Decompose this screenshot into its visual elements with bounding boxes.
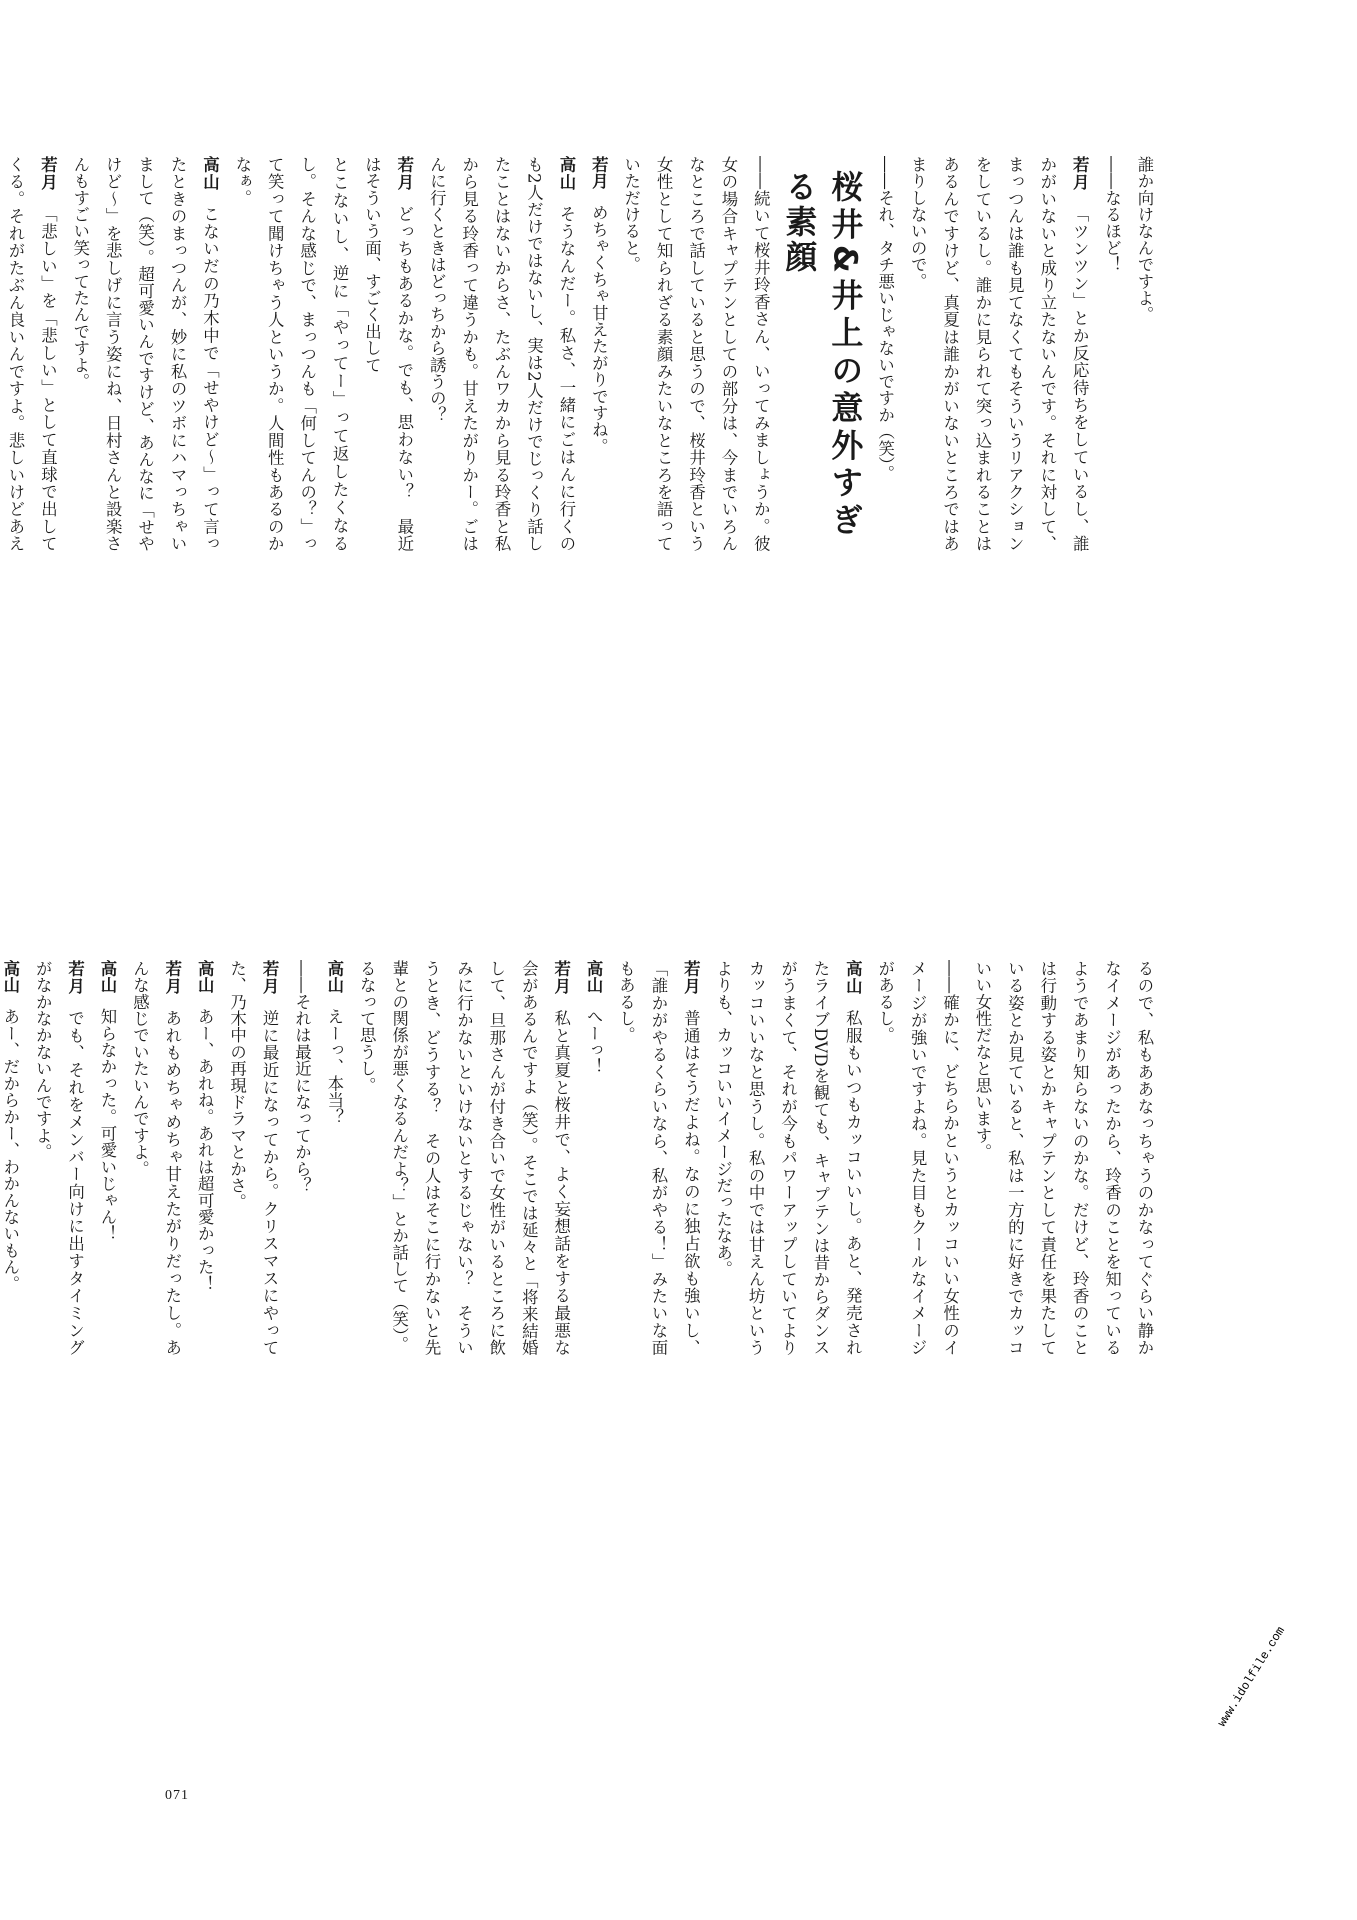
interview-paragraph (614, 156, 776, 552)
interview-paragraph (577, 960, 609, 1356)
interview-paragraph (91, 960, 123, 1356)
paragraph-text: 私と真夏と桜井で、よく妄想話をする最悪な会があるんですよ（笑）。そこでは延々と「将来結婚して、旦那さんが付き合いで女性がいるところに飲みに行かないといけないとするじゃない？ そういうとき、どうする？ その人はそこに行かないと先輩との関係が悪くなるんだよ？」とか話して（笑）。 (389, 960, 571, 1356)
section-heading: 桜井&井上の意外すぎる素顔 (780, 170, 865, 538)
interview-paragraph (1128, 156, 1160, 552)
paragraph-text: あー、だからかー、わかんないもん。 (0, 1008, 20, 1293)
paragraph-text: 「ツンツン」とか反応待ちをしているし、誰かがいないと成り立たないんです。それに対して、まっつんは誰も見てなくてもそういうリアクションをしているし。誰かに見られて突っ込まれることはあるんですけど、真夏は誰かがいないところではあまりしないので。 (908, 156, 1090, 552)
paragraph-text: るなって思うし。 (357, 960, 377, 1094)
paragraph-text: へーっ！ (584, 1008, 604, 1075)
speaker-name: 若月 (162, 960, 182, 995)
interview-paragraph (420, 156, 582, 552)
article-upper-section (6, 156, 1160, 552)
interview-paragraph (350, 960, 382, 1356)
article-lower-section (0, 960, 1160, 1356)
speaker-name: 高山 (584, 960, 604, 994)
paragraph-text: こないだの乃木中で「せやけど～」って言ったときのまっつんが、妙に私のツボにハマっちゃいまして（笑）。超可愛いんですけど、あんなに「せやけど～」を悲しげに言う姿にね、日村さんと設楽さんもすごい笑ってたんですよ。 (70, 156, 220, 552)
interview-paragraph (868, 156, 900, 552)
paragraph-text: 「悲しい」を「悲しい」として直球で出してくる。それがたぶん良いんですよ。悲しいけどあえ (6, 156, 58, 552)
paragraph-text: ――それは最近になってから？ (292, 960, 312, 1194)
paragraph-text: ――確かに、どちらかというとカッコいい女性のイメージが強いですよね。見た目もクールなイメージがあるし。 (875, 960, 960, 1356)
interview-paragraph (63, 156, 225, 552)
interview-paragraph (609, 960, 706, 1356)
interview-paragraph (285, 960, 317, 1356)
interview-paragraph (966, 960, 1160, 1356)
paragraph-text: あー、あれね。あれは超可愛かった！ (195, 1008, 215, 1293)
paragraph-text: そうなんだー。私さ、一緒にごはんに行くのも2人だけではないし、実は2人だけでじっくり話したことはないからさ、たぶんワカから見る玲香と私から見る玲香って違うかも。甘えたがりかー。ごはんに行くときはどっちから誘うの？ (427, 156, 576, 552)
paragraph-text: えーっ、本当？ (324, 1008, 344, 1126)
paragraph-text: るので、私もああなっちゃうのかなってぐらい静かなイメージがあったから、玲香のことを知っているようであまり知らないのかな。だけど、玲香のことは行動する姿とかキャプテンとして責任を果たしている姿とか見ていると、私は一方的に好きでカッコいい女性だなと思います。 (972, 960, 1154, 1356)
speaker-name: 高山 (556, 156, 576, 191)
speaker-name: 若月 (394, 156, 414, 191)
interview-paragraph (220, 960, 285, 1356)
paragraph-text: ――続いて桜井玲香さん、いってみましょうか。彼女の場合キャプテンとしての部分は、今までいろんなところで話していると思うので、桜井玲香という女性として知られざる素顔みたいなところを語っていただけると。 (621, 156, 771, 552)
interview-paragraph (1095, 156, 1127, 552)
paragraph-text: 誰か向けなんですよ。 (1135, 156, 1154, 323)
interview-paragraph (225, 156, 355, 552)
paragraph-text: でも、それをメンバー向けに出すタイミングがなかなかないんですよ。 (33, 960, 85, 1356)
speaker-name: 高山 (195, 960, 215, 994)
speaker-name: 若月 (589, 156, 609, 190)
speaker-name: 若月 (1070, 156, 1090, 191)
interview-paragraph (355, 156, 420, 552)
paragraph-text: どっちもあるかな。でも、思わない？ 最近はそういう面、すごく出して (362, 156, 414, 552)
interview-paragraph (0, 156, 63, 552)
interview-paragraph (382, 960, 576, 1356)
interview-paragraph (868, 960, 965, 1356)
interview-paragraph (123, 960, 188, 1356)
interview-paragraph (26, 960, 91, 1356)
paragraph-text: 知らなかった。可愛いじゃん！ (98, 1008, 117, 1242)
interview-paragraph (0, 960, 26, 1356)
speaker-name: 若月 (38, 156, 58, 191)
interview-paragraph (901, 156, 1095, 552)
speaker-name: 高山 (200, 156, 220, 191)
interview-paragraph (317, 960, 349, 1356)
interview-paragraph (706, 960, 868, 1356)
speaker-name: 若月 (551, 960, 571, 995)
paragraph-text: ――なるほど！ (1102, 156, 1122, 273)
speaker-name: 高山 (98, 960, 117, 994)
watermark-url: www.idolfile.com (1215, 1624, 1288, 1730)
speaker-name: 高山 (843, 960, 863, 995)
speaker-name: 若月 (65, 960, 85, 995)
paragraph-text: 私服もいつもカッコいいし。あと、発売されたライブDVDを観ても、キャプテンは昔からダンスがうまくて、それが今もパワーアップしていてよりカッコいいなと思うし。私の中では甘えん坊というよりも、カッコいいイメージだったなあ。 (713, 960, 863, 1356)
paragraph-text: あれもめちゃめちゃ甘えたがりだったし。あんな感じでいたいんですよ。 (130, 960, 182, 1356)
paragraph-text: 逆に最近になってから。クリスマスにやってた、乃木中の再現ドラマとかさ。 (227, 960, 280, 1356)
interview-paragraph (188, 960, 220, 1356)
speaker-name: 高山 (324, 960, 344, 994)
speaker-name: 若月 (681, 960, 701, 995)
paragraph-text: とこないし、逆に「やってー」って返したくなるし。そんな感じで、まっつんも「何してんの？」って笑って聞けちゃう人というか。人間性もあるのかなぁ。 (232, 156, 350, 552)
speaker-name: 高山 (0, 960, 20, 994)
paragraph-text: めちゃくちゃ甘えたがりですね。 (589, 204, 609, 455)
paragraph-text: ――それ、タチ悪いじゃないですか（笑）。 (875, 156, 895, 482)
speaker-name: 若月 (260, 960, 280, 995)
paragraph-text: 普通はそうだよね。なのに独占欲も強いし、「誰かがやるくらいなら、私がやる！」みたいな面もあるし。 (616, 960, 701, 1356)
interview-paragraph (582, 156, 614, 552)
page-number: 071 (165, 1788, 189, 1803)
